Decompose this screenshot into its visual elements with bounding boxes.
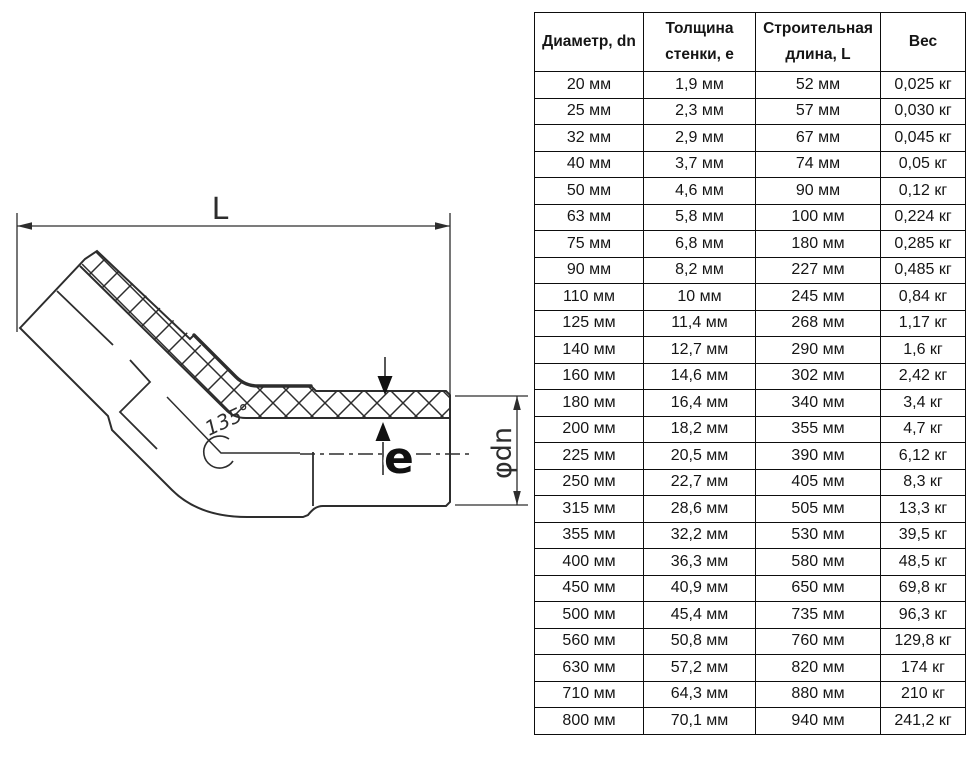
table-cell: 560 мм (535, 628, 644, 655)
table-row (535, 178, 966, 205)
table-cell: 390 мм (756, 443, 881, 470)
spec-table (534, 12, 966, 735)
table-cell: 8,3 кг (881, 469, 966, 496)
table-row (535, 628, 966, 655)
table-cell: 28,6 мм (644, 496, 756, 523)
table-cell: 2,9 мм (644, 125, 756, 152)
table-cell: 245 мм (756, 284, 881, 311)
table-cell: 315 мм (535, 496, 644, 523)
table-cell: 12,7 мм (644, 337, 756, 364)
table-cell: 4,6 мм (644, 178, 756, 205)
table-row (535, 231, 966, 258)
table-cell: 140 мм (535, 337, 644, 364)
table-row (535, 98, 966, 125)
table-row (535, 257, 966, 284)
table-cell: 10 мм (644, 284, 756, 311)
table-cell: 180 мм (756, 231, 881, 258)
table-row (535, 708, 966, 735)
table-cell: 735 мм (756, 602, 881, 629)
table-cell: 48,5 кг (881, 549, 966, 576)
table-cell: 1,6 кг (881, 337, 966, 364)
table-cell: 100 мм (756, 204, 881, 231)
table-cell: 110 мм (535, 284, 644, 311)
table-cell: 0,224 кг (881, 204, 966, 231)
wall-thickness-label: e (384, 433, 414, 484)
table-cell: 580 мм (756, 549, 881, 576)
length-label: L (211, 192, 229, 227)
table-cell: 355 мм (535, 522, 644, 549)
table-row (535, 496, 966, 523)
table-cell: 0,05 кг (881, 151, 966, 178)
table-cell: 32 мм (535, 125, 644, 152)
table-cell: 0,045 кг (881, 125, 966, 152)
table-cell: 2,42 кг (881, 363, 966, 390)
table-row (535, 72, 966, 99)
header-row (535, 13, 966, 72)
table-cell: 0,84 кг (881, 284, 966, 311)
table-cell: 11,4 мм (644, 310, 756, 337)
table-cell: 302 мм (756, 363, 881, 390)
table-cell: 0,12 кг (881, 178, 966, 205)
table-cell: 800 мм (535, 708, 644, 735)
table-row (535, 522, 966, 549)
table-cell: 290 мм (756, 337, 881, 364)
table-cell: 450 мм (535, 575, 644, 602)
table-cell: 69,8 кг (881, 575, 966, 602)
table-cell: 25 мм (535, 98, 644, 125)
table-cell: 39,5 кг (881, 522, 966, 549)
table-cell: 268 мм (756, 310, 881, 337)
table-cell: 0,030 кг (881, 98, 966, 125)
table-cell: 70,1 мм (644, 708, 756, 735)
table-row (535, 655, 966, 682)
table-cell: 174 кг (881, 655, 966, 682)
dimension-dn (455, 396, 528, 505)
table-row (535, 151, 966, 178)
table-cell: 129,8 кг (881, 628, 966, 655)
table-cell: 180 мм (535, 390, 644, 417)
dimension-e (376, 357, 414, 484)
table-cell: 50,8 мм (644, 628, 756, 655)
table-cell: 4,7 кг (881, 416, 966, 443)
table-row (535, 443, 966, 470)
table-cell: 8,2 мм (644, 257, 756, 284)
table-row (535, 390, 966, 417)
col-header-length: Строительная длина, L (756, 13, 881, 72)
table-cell: 67 мм (756, 125, 881, 152)
table-cell: 0,025 кг (881, 72, 966, 99)
table-cell: 74 мм (756, 151, 881, 178)
table-cell: 40 мм (535, 151, 644, 178)
table-cell: 16,4 мм (644, 390, 756, 417)
table-cell: 3,4 кг (881, 390, 966, 417)
table-cell: 75 мм (535, 231, 644, 258)
table-row (535, 681, 966, 708)
table-cell: 36,3 мм (644, 549, 756, 576)
table-cell: 355 мм (756, 416, 881, 443)
table-row (535, 363, 966, 390)
table-row (535, 416, 966, 443)
table-cell: 500 мм (535, 602, 644, 629)
table-cell: 90 мм (756, 178, 881, 205)
table-cell: 210 кг (881, 681, 966, 708)
table-cell: 90 мм (535, 257, 644, 284)
table-row (535, 310, 966, 337)
col-header-weight: Вес (881, 13, 966, 72)
table-row (535, 204, 966, 231)
table-cell: 0,285 кг (881, 231, 966, 258)
table-row (535, 549, 966, 576)
spec-table-body (535, 72, 966, 735)
table-row (535, 284, 966, 311)
table-cell: 63 мм (535, 204, 644, 231)
table-cell: 2,3 мм (644, 98, 756, 125)
table-cell: 64,3 мм (644, 681, 756, 708)
table-cell: 250 мм (535, 469, 644, 496)
table-cell: 40,9 мм (644, 575, 756, 602)
table-cell: 1,9 мм (644, 72, 756, 99)
table-cell: 57,2 мм (644, 655, 756, 682)
table-cell: 32,2 мм (644, 522, 756, 549)
angle-arc (204, 436, 233, 468)
table-cell: 0,485 кг (881, 257, 966, 284)
table-cell: 760 мм (756, 628, 881, 655)
table-cell: 45,4 мм (644, 602, 756, 629)
table-cell: 20 мм (535, 72, 644, 99)
table-cell: 530 мм (756, 522, 881, 549)
table-row (535, 125, 966, 152)
table-cell: 13,3 кг (881, 496, 966, 523)
table-cell: 241,2 кг (881, 708, 966, 735)
table-cell: 5,8 мм (644, 204, 756, 231)
table-cell: 6,12 кг (881, 443, 966, 470)
table-cell: 96,3 кг (881, 602, 966, 629)
table-cell: 505 мм (756, 496, 881, 523)
table-cell: 14,6 мм (644, 363, 756, 390)
col-header-diameter: Диаметр, dn (535, 13, 644, 72)
table-cell: 18,2 мм (644, 416, 756, 443)
spec-table-header (535, 13, 966, 72)
table-cell: 1,17 кг (881, 310, 966, 337)
table-cell: 160 мм (535, 363, 644, 390)
wall-section-hatch (80, 251, 450, 418)
diameter-label: φdn (487, 426, 518, 480)
table-row (535, 602, 966, 629)
table-cell: 3,7 мм (644, 151, 756, 178)
table-cell: 880 мм (756, 681, 881, 708)
angle-label: 135° (200, 398, 255, 441)
table-cell: 20,5 мм (644, 443, 756, 470)
table-row (535, 337, 966, 364)
table-cell: 227 мм (756, 257, 881, 284)
table-cell: 405 мм (756, 469, 881, 496)
table-cell: 225 мм (535, 443, 644, 470)
table-cell: 57 мм (756, 98, 881, 125)
table-cell: 820 мм (756, 655, 881, 682)
table-cell: 340 мм (756, 390, 881, 417)
table-cell: 50 мм (535, 178, 644, 205)
table-cell: 650 мм (756, 575, 881, 602)
table-row (535, 469, 966, 496)
table-cell: 125 мм (535, 310, 644, 337)
table-cell: 400 мм (535, 549, 644, 576)
table-cell: 940 мм (756, 708, 881, 735)
table-cell: 200 мм (535, 416, 644, 443)
table-cell: 22,7 мм (644, 469, 756, 496)
col-header-wall: Толщина стенки, е (644, 13, 756, 72)
table-cell: 630 мм (535, 655, 644, 682)
table-cell: 710 мм (535, 681, 644, 708)
table-row (535, 575, 966, 602)
table-cell: 6,8 мм (644, 231, 756, 258)
table-cell: 52 мм (756, 72, 881, 99)
